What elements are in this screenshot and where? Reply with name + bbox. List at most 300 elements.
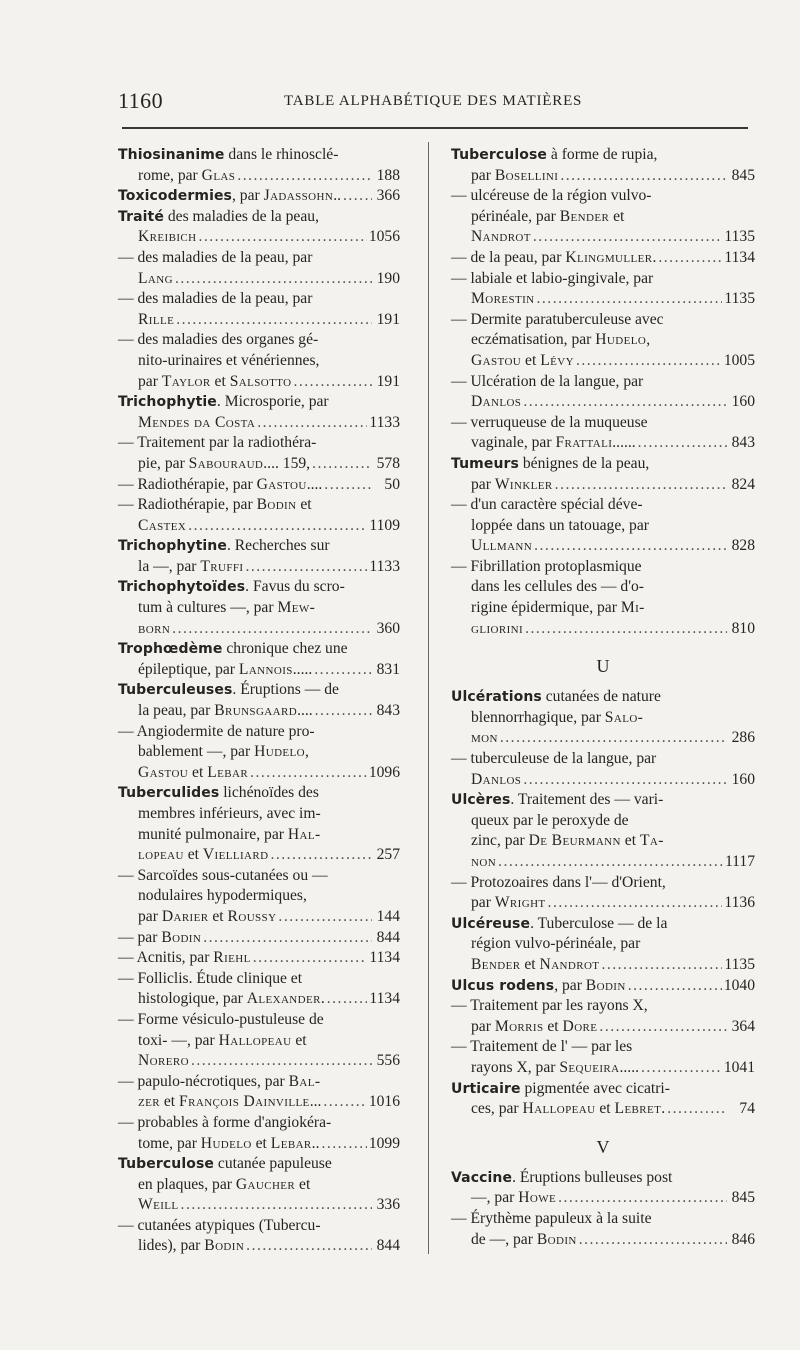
entry-text: zer et François Dainville...: [138, 1093, 322, 1111]
section-u-entries: [451, 687, 755, 1119]
page-reference: 144: [376, 907, 400, 925]
entry-text: Tumeurs bénignes de la peau,: [451, 454, 650, 472]
entry-line: [118, 475, 400, 496]
entry-line: [451, 770, 755, 791]
entry-line: [451, 598, 755, 619]
entry-text: — Traitement par les rayons X,: [451, 997, 648, 1015]
entry-line: [451, 831, 755, 852]
entry-text: Morestin: [471, 290, 535, 308]
index-entry: [118, 145, 400, 186]
entry-text: — verruqueuse de la muqueuse: [451, 413, 648, 431]
entry-text: vaginale, par Frattali......: [471, 434, 636, 452]
leader-dots: [176, 310, 372, 331]
page-reference: 190: [376, 269, 400, 287]
entry-line: [118, 372, 400, 393]
index-entry: [118, 969, 400, 1010]
entry-text: — Folliclis. Étude clinique et: [118, 969, 303, 987]
entry-line: [118, 557, 400, 578]
entry-line: [118, 145, 400, 166]
index-entry: [451, 976, 755, 997]
entry-text: toxi- —, par Hallopeau et: [138, 1031, 307, 1049]
entry-line: [118, 166, 400, 187]
entry-text: Gastou et Lebar: [138, 763, 249, 781]
leader-dots: [548, 893, 723, 914]
entry-text: Tuberculose cutanée papuleuse: [118, 1155, 332, 1173]
entry-text: — Érythème papuleux à la suite: [451, 1209, 652, 1227]
entry-line: [118, 248, 400, 269]
leader-dots: [537, 289, 723, 310]
entry-text: — Traitement de l' — par les: [451, 1038, 633, 1056]
page-reference: 845: [731, 1189, 755, 1207]
leader-dots: [191, 1051, 372, 1072]
entry-text: — tuberculeuse de la langue, par: [451, 750, 657, 768]
page-reference: 1133: [369, 557, 400, 575]
entry-line: [118, 269, 400, 290]
leader-dots: [576, 351, 722, 372]
entry-line: [118, 454, 400, 475]
index-entry: [451, 413, 755, 454]
entry-line: [118, 639, 400, 660]
page-reference: 844: [376, 1237, 400, 1255]
entry-text: — papulo-nécrotiques, par Bal-: [118, 1072, 321, 1090]
entry-line: [118, 989, 400, 1010]
entry-line: [451, 893, 755, 914]
entry-text: de —, par Bodin: [471, 1230, 577, 1248]
leader-dots: [237, 166, 372, 187]
entry-line: [451, 728, 755, 749]
index-entry: [451, 1209, 755, 1250]
leader-dots: [250, 763, 367, 784]
leader-dots: [667, 1099, 727, 1120]
leader-dots: [523, 392, 727, 413]
entry-line: [451, 1017, 755, 1038]
entry-line: [451, 708, 755, 729]
index-entry: [451, 873, 755, 914]
entry-line: [118, 1175, 400, 1196]
entry-text: Trichophytoïdes. Favus du scro-: [118, 578, 345, 596]
entry-line: [451, 811, 755, 832]
entry-text: bablement —, par Hudelo,: [138, 743, 309, 761]
entry-text: tum à cultures —, par Mew-: [138, 599, 316, 617]
page-reference: 1134: [724, 248, 755, 266]
entry-text: Castex: [138, 516, 187, 534]
entry-line: [118, 310, 400, 331]
page-reference: 1040: [723, 976, 755, 994]
index-entry: [451, 145, 755, 186]
page-reference: 844: [376, 928, 400, 946]
leader-dots: [525, 619, 727, 640]
entry-text: — Fibrillation protoplasmique: [451, 557, 642, 575]
entry-line: [451, 687, 755, 708]
entry-line: [451, 227, 755, 248]
entry-text: par Bosellini: [471, 166, 559, 184]
index-entry: [118, 1010, 400, 1072]
entry-line: [451, 996, 755, 1017]
entry-text: zinc, par De Beurmann et Ta-: [471, 832, 664, 850]
entry-text: — Protozoaires dans l'— d'Orient,: [451, 873, 666, 891]
leader-dots: [555, 475, 727, 496]
page-reference: 160: [731, 393, 755, 411]
page-reference: 1135: [724, 955, 755, 973]
page-reference: 366: [376, 187, 400, 205]
page-reference: 191: [376, 310, 400, 328]
entry-line: [451, 914, 755, 935]
entry-text: nodulaires hypodermiques,: [138, 887, 307, 905]
entry-text: — Radiothérapie, par Gastou....: [118, 475, 323, 493]
page-reference: 1041: [723, 1058, 755, 1076]
leader-dots: [534, 536, 727, 557]
entry-text: — Angiodermite de nature pro-: [118, 722, 315, 740]
leader-dots: [500, 728, 727, 749]
entry-line: [118, 1236, 400, 1257]
entry-line: [118, 1216, 400, 1237]
leader-dots: [181, 1195, 372, 1216]
entry-text: — Ulcération de la langue, par: [451, 372, 644, 390]
entry-line: [118, 804, 400, 825]
leader-dots: [523, 770, 727, 791]
entry-line: [118, 577, 400, 598]
entry-text: — Acnitis, par Riehl: [118, 949, 251, 967]
section-t-entries: [451, 145, 755, 639]
entry-text: Toxicodermies, par Jadassohn..: [118, 187, 341, 205]
entry-text: Trophœdème chronique chez une: [118, 640, 348, 658]
entry-line: [451, 289, 755, 310]
page-reference: 257: [376, 846, 400, 864]
entry-line: [451, 454, 755, 475]
entry-text: par Darier et Roussy: [138, 907, 277, 925]
index-entry: [118, 433, 400, 474]
entry-text: Ulcus rodens, par Bodin: [451, 976, 626, 994]
entry-text: Traité des maladies de la peau,: [118, 207, 319, 225]
entry-line: [118, 1092, 400, 1113]
entry-line: [118, 207, 400, 228]
entry-line: [118, 742, 400, 763]
running-title: TABLE ALPHABÉTIQUE DES MATIÈRES: [284, 93, 583, 109]
entry-text: Tuberculeuses. Éruptions — de: [118, 681, 339, 699]
page-reference: 1016: [368, 1093, 400, 1111]
index-entry: [451, 454, 755, 495]
entry-text: — d'un caractère spécial déve-: [451, 496, 643, 514]
entry-line: [118, 969, 400, 990]
entry-text: la peau, par Brunsgaard....: [138, 702, 313, 720]
page-reference: 824: [731, 475, 755, 493]
entry-text: — cutanées atypiques (Tubercu-: [118, 1216, 321, 1234]
page-reference: 1134: [369, 990, 400, 1008]
entry-line: [118, 1051, 400, 1072]
page-header: [118, 88, 748, 118]
entry-line: [118, 825, 400, 846]
entry-line: [451, 934, 755, 955]
index-entry: [451, 749, 755, 790]
entry-text: la —, par Truffi: [138, 557, 244, 575]
section-v-entries: [451, 1168, 755, 1250]
entry-line: [118, 866, 400, 887]
page-reference: 360: [376, 619, 400, 637]
entry-text: par Winkler: [471, 475, 553, 493]
entry-text: munité pulmonaire, par Hal-: [138, 825, 321, 843]
page-reference: 578: [376, 454, 400, 472]
page-reference: 1005: [723, 351, 755, 369]
entry-text: Vaccine. Éruptions bulleuses post: [451, 1168, 673, 1186]
entry-line: [451, 392, 755, 413]
index-entry: [451, 687, 755, 749]
page-reference: 1096: [368, 763, 400, 781]
entry-text: en plaques, par Gaucher et: [138, 1175, 311, 1193]
entry-line: [118, 1195, 400, 1216]
left-column: [118, 145, 400, 1257]
page-reference: 1117: [724, 853, 755, 870]
entry-text: Tuberculose à forme de rupia,: [451, 146, 658, 163]
leader-dots: [188, 516, 367, 537]
entry-text: —, par Howe: [471, 1189, 557, 1207]
index-entry: [451, 996, 755, 1037]
page-reference: 336: [376, 1196, 400, 1214]
entry-text: pie, par Sabouraud.... 159,: [138, 454, 311, 472]
page-reference: 160: [731, 770, 755, 788]
page-number: 1160: [118, 88, 164, 113]
entry-line: [118, 660, 400, 681]
page-reference: 843: [376, 702, 400, 720]
entry-line: [118, 516, 400, 537]
page-reference: 845: [731, 166, 755, 184]
entry-text: Ulcérations cutanées de nature: [451, 688, 661, 706]
leader-dots: [172, 619, 372, 640]
entry-line: [118, 1154, 400, 1175]
entry-text: blennorrhagique, par Salo-: [471, 708, 644, 726]
leader-dots: [253, 948, 368, 969]
index-entry: [451, 248, 755, 269]
entry-text: Weill: [138, 1196, 179, 1214]
entry-line: [451, 269, 755, 290]
entry-text: lides), par Bodin: [138, 1237, 245, 1255]
page-reference: 843: [731, 434, 755, 452]
index-entry: [118, 1216, 400, 1257]
leader-dots: [599, 1017, 727, 1038]
entry-line: [118, 948, 400, 969]
entry-text: nito-urinaires et vénériennes,: [138, 351, 320, 369]
page-reference: 191: [376, 372, 400, 390]
leader-dots: [560, 166, 727, 187]
entry-line: [118, 1072, 400, 1093]
index-entry: [451, 1037, 755, 1078]
entry-line: [451, 536, 755, 557]
entry-line: [451, 1079, 755, 1100]
entry-line: [451, 873, 755, 894]
entry-text: — par Bodin: [118, 928, 202, 946]
page-reference: 364: [731, 1017, 755, 1035]
index-entry: [451, 372, 755, 413]
leader-dots: [198, 227, 366, 248]
leader-dots: [601, 955, 722, 976]
leader-dots: [315, 701, 372, 722]
entry-text: gliorini: [471, 619, 524, 637]
entry-text: Danlos: [471, 770, 522, 788]
right-column: [451, 145, 755, 1250]
entry-text: périnéale, par Bender et: [471, 207, 625, 225]
entry-line: [451, 1037, 755, 1058]
entry-text: — Sarcoïdes sous-cutanées ou —: [118, 866, 328, 884]
entry-line: [118, 392, 400, 413]
index-entry: [451, 495, 755, 557]
index-entry: [451, 186, 755, 248]
leader-dots: [658, 248, 722, 269]
entry-line: [451, 145, 755, 166]
entry-text: Danlos: [471, 393, 522, 411]
index-entry: [118, 392, 400, 433]
page-reference: 188: [376, 166, 400, 184]
entry-line: [118, 351, 400, 372]
page-reference: 1099: [368, 1134, 400, 1152]
index-entry: [118, 948, 400, 969]
index-entry: [118, 248, 400, 289]
entry-line: [118, 845, 400, 866]
leader-dots: [628, 976, 722, 997]
index-entry: [118, 536, 400, 577]
index-entry: [118, 1072, 400, 1113]
leader-dots: [498, 852, 723, 873]
entry-line: [118, 186, 400, 207]
page-reference: 1135: [724, 228, 755, 246]
entry-text: — Dermite paratuberculeuse avec: [451, 310, 664, 328]
index-entry: [451, 557, 755, 639]
entry-line: [118, 330, 400, 351]
entry-line: [451, 516, 755, 537]
page-reference: 1109: [369, 516, 400, 534]
entry-line: [451, 1188, 755, 1209]
entry-text: par Morris et Dore: [471, 1017, 598, 1035]
entry-line: [118, 783, 400, 804]
entry-line: [118, 619, 400, 640]
entry-text: par Wright: [471, 894, 546, 912]
entry-text: Urticaire pigmentée avec cicatri-: [451, 1079, 670, 1097]
entry-text: — des maladies de la peau, par: [118, 290, 313, 308]
entry-line: [451, 1230, 755, 1251]
index-entry: [118, 475, 400, 496]
entry-text: Norero: [138, 1052, 189, 1070]
entry-text: rigine épidermique, par Mi-: [471, 599, 645, 617]
entry-text: Ulcères. Traitement des — vari-: [451, 791, 664, 809]
leader-dots: [257, 413, 367, 434]
leader-dots: [327, 989, 368, 1010]
section-letter-u: U: [596, 656, 610, 677]
entry-text: Tuberculides lichénoïdes des: [118, 784, 319, 802]
entry-line: [118, 536, 400, 557]
entry-text: épileptique, par Lannois.....: [138, 660, 313, 678]
entry-text: — des maladies de la peau, par: [118, 248, 313, 266]
header-rule: [122, 127, 748, 129]
entry-line: [451, 976, 755, 997]
entry-line: [118, 928, 400, 949]
leader-dots: [314, 660, 372, 681]
entry-line: [118, 1113, 400, 1134]
entry-text: Bender et Nandrot: [471, 955, 600, 973]
index-entry: [118, 866, 400, 928]
entry-line: [451, 955, 755, 976]
column-divider: [428, 142, 429, 1254]
index-entry: [451, 1079, 755, 1120]
entry-line: [118, 907, 400, 928]
index-entry: [118, 680, 400, 721]
index-entry: [118, 928, 400, 949]
entry-text: — ulcéreuse de la région vulvo-: [451, 187, 652, 205]
entry-text: Mendes da Costa: [138, 413, 256, 431]
entry-line: [451, 619, 755, 640]
entry-text: lopeau et Vielliard: [138, 846, 269, 864]
entry-text: Rille: [138, 310, 175, 328]
entry-line: [118, 495, 400, 516]
page-reference: 1133: [369, 413, 400, 431]
entry-line: [451, 207, 755, 228]
entry-line: [451, 1209, 755, 1230]
leader-dots: [203, 928, 372, 949]
page-reference: 1134: [369, 949, 400, 967]
entry-text: par Taylor et Salsotto: [138, 372, 292, 390]
leader-dots: [312, 454, 372, 475]
entry-line: [118, 1031, 400, 1052]
entry-line: [451, 372, 755, 393]
index-entry: [118, 1154, 400, 1216]
leader-dots: [324, 475, 372, 496]
page-reference: 1135: [724, 290, 755, 308]
index-entry: [451, 790, 755, 872]
leader-dots: [579, 1230, 727, 1251]
entry-line: [451, 433, 755, 454]
entry-text: Ullmann: [471, 537, 533, 555]
entry-line: [451, 577, 755, 598]
index-entry: [118, 577, 400, 639]
index-entry: [451, 310, 755, 372]
index-entry: [118, 289, 400, 330]
entry-line: [451, 1058, 755, 1079]
index-entry: [118, 639, 400, 680]
index-entry: [118, 495, 400, 536]
leader-dots: [638, 433, 727, 454]
entry-line: [451, 166, 755, 187]
entry-text: non: [471, 853, 497, 870]
page-reference: 831: [376, 660, 400, 678]
entry-text: Gastou et Lévy: [471, 351, 574, 369]
entry-line: [118, 227, 400, 248]
entry-text: région vulvo-périnéale, par: [471, 935, 641, 953]
index-entry: [118, 783, 400, 865]
entry-line: [451, 749, 755, 770]
entry-line: [118, 433, 400, 454]
page-reference: 1136: [724, 894, 755, 912]
entry-text: — probables à forme d'angiokéra-: [118, 1113, 332, 1131]
entry-line: [451, 1099, 755, 1120]
entry-text: tome, par Hudelo et Lebar..: [138, 1134, 320, 1152]
entry-line: [451, 557, 755, 578]
entry-line: [118, 763, 400, 784]
leader-dots: [321, 1134, 366, 1155]
index-entry: [118, 186, 400, 207]
leader-dots: [343, 186, 372, 207]
entry-line: [118, 598, 400, 619]
entry-line: [118, 722, 400, 743]
entry-line: [118, 701, 400, 722]
entry-text: mon: [471, 729, 498, 747]
leader-dots: [558, 1188, 727, 1209]
entry-text: — des maladies des organes gé-: [118, 331, 319, 349]
entry-line: [118, 413, 400, 434]
entry-text: Trichophytie. Microsporie, par: [118, 393, 329, 411]
entry-line: [451, 330, 755, 351]
leader-dots: [278, 907, 372, 928]
page-reference: 556: [376, 1052, 400, 1070]
page-reference: 846: [731, 1230, 755, 1248]
page-reference: 74: [739, 1100, 755, 1118]
entry-text: born: [138, 619, 171, 637]
